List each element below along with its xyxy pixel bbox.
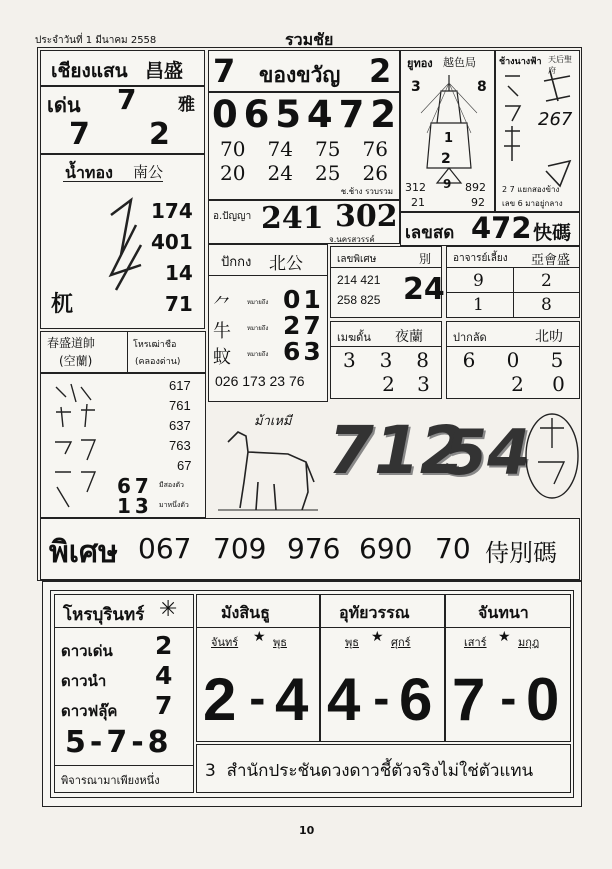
horaburin-box [54,594,194,793]
chunsheng-sub-cn: (空蘭) [59,354,93,368]
khongkhwan-header [208,50,400,92]
column-num: 4 [275,666,309,733]
digit: 6 [243,93,270,136]
khongkhwan-title: ของขวัญ [259,63,341,87]
yothong-r2c1: 21 [411,196,425,209]
digit: 5 [275,93,302,136]
changnangfa-line-1: 2 7 แยกสองข้าง [502,185,560,194]
chunsheng-bottom-value: 13 [117,494,153,518]
sun-icon: ✳ [159,597,178,622]
pakong-row-label: หมายถึง [247,299,269,306]
dash-icon: - [373,677,390,723]
column-divider [321,627,444,628]
phiset-box [40,518,580,580]
yothong-bottom: 9 [443,177,452,191]
chunsheng-num: 617 [169,378,191,393]
yothong-r1c1: 312 [405,181,426,194]
namthong-cn-char: 杌 [51,291,74,317]
cell: 6 [462,348,476,372]
yothong-box [400,50,495,212]
xiangsaen-cn: 昌盛 [145,60,184,82]
handwritten-bubble-icon [524,408,580,508]
chunsheng-box [40,373,206,518]
horaburin-row-value: 7 [155,691,173,720]
phiset-num-5: 70 [435,532,471,565]
horaburin-note: พิจารณามาเพียงหนึ่ง [61,774,160,787]
cell: 5 [550,348,564,372]
star-icon: ★ [371,629,384,645]
cell: 0 [506,348,520,372]
digit: 2 [370,93,396,136]
khongkhwan-big-left: 7 [213,52,236,90]
footer-note-box [196,744,571,793]
mengdan-title: เมฆดั้น [337,331,371,344]
column-divider [446,627,570,628]
paklat-box [446,321,580,399]
ya-cn: 雅 [178,95,195,115]
horaburin-divider-2 [55,765,193,766]
acharn-cell: 8 [541,295,552,315]
xiangsaen-box [40,83,205,154]
special-divider [331,267,441,268]
pakong-glyph-2-icon: 牛 [213,321,231,342]
publisher-logo: รวมชัย [285,30,334,49]
column-num: 7 [452,666,486,733]
chunsheng-num: 67 [177,458,192,473]
yothong-r1c2: 892 [465,181,486,194]
paklat-row-2 [497,372,579,396]
art-big-number-2: 54 [444,416,531,489]
dash-icon: - [500,677,517,723]
chunsheng-sub-th: (คลองด่าน) [135,357,181,367]
pair-right: 2 [149,117,170,152]
den-value: 7 [117,83,137,116]
special-box [330,246,445,318]
column-num: 4 [327,666,361,733]
column-mangsinthu [196,594,320,742]
column-chanthana [445,594,571,742]
xiangsaen-title-box [40,50,205,86]
cell: 0 [552,372,565,396]
yothong-cn: 越色局 [443,56,476,69]
horaburin-result: 5-7-8 [65,725,173,760]
horaburin-row-label: ดาวเด่น [61,642,113,660]
cell: 75 [315,137,341,161]
pakong-row-label: หมายถึง [247,351,269,358]
cell: 8 [416,348,429,372]
acharn-cn: 亞會盛 [531,253,571,268]
changnangfa-num: 267 [538,109,573,130]
acharn-cell: 9 [473,271,484,291]
pakong-cn: 北公 [269,254,303,274]
digit: 7 [338,93,365,136]
lektod-box [400,212,580,246]
cell: 3 [342,348,356,372]
namthong-divider [63,181,163,182]
acharn-title: อาจารย์เลี้ยง [453,253,508,264]
horaburin-row-value: 2 [155,631,173,660]
footer-note: 3 สำนักประชันดวงดาวชี้ตัวจริงไม่ใช่ตัวแทน [205,761,534,781]
star-icon: ★ [253,629,266,645]
panya-box [208,200,400,244]
yothong-top-right: 8 [477,79,487,95]
handwritten-glyph-icon [540,71,576,191]
cell: 26 [362,161,388,185]
namthong-box [40,154,205,329]
panya-label: อ.ปัญญา [213,211,252,222]
handwritten-chinese-icon [500,71,540,166]
panya-value-2: 302 [335,199,398,234]
chunsheng-num: 761 [169,398,191,413]
column-divider [197,627,319,628]
pakong-row-label: หมายถึง [247,325,269,332]
mengdan-row-1 [331,348,441,372]
lektod-cn: 快碼 [533,222,572,244]
cell: 25 [315,161,341,185]
namthong-num-3: 14 [165,261,193,285]
art-big-number-1: 712 [328,412,466,489]
mengdan-row-2 [371,372,441,396]
cell: 3 [379,348,393,372]
pakong-row-value: 27 [283,311,324,340]
yothong-center: 2 [441,151,451,167]
chunsheng-vline [127,332,128,372]
mengdan-divider [331,346,441,347]
digit: 4 [306,93,333,136]
phiset-num-2: 709 [213,532,267,565]
pakong-glyph-1-icon: ⺈ [213,295,231,316]
special-cn: 別 [419,252,432,266]
special-big: 24 [403,272,445,307]
art-caption: ม้าเหมี [254,414,292,429]
khongkhwan-row-2 [209,161,399,185]
namthong-title: น้ำทอง [65,163,113,182]
chunsheng-bottom-value: 67 [117,474,153,498]
horaburin-row-label: ดาวนำ [61,672,107,690]
cell: 70 [220,137,246,161]
yothong-top-left: 3 [411,79,421,95]
yothong-r2c2: 92 [471,196,485,209]
pakong-row-value: 63 [283,337,324,366]
horaburin-row-label: ดาวฟลุ๊ค [61,702,118,720]
acharn-cell: 2 [541,271,552,291]
pakong-row-value: 01 [283,285,324,314]
acharn-cell: 1 [473,295,484,315]
chunsheng-th: โหรเฒ่าชือ [133,340,177,350]
lektod-label: เลขสด [405,223,455,243]
art-area [208,402,580,518]
column-day: จันทร์ [211,636,239,649]
phiset-num-1: 067 [138,532,192,565]
khongkhwan-big-right: 2 [369,52,392,90]
panya-value: 241 [261,201,324,236]
chunsheng-header [40,331,206,373]
chunsheng-num: 763 [169,438,191,453]
horaburin-row-value: 4 [155,661,173,690]
chunsheng-bottom-label: มีสองตัว [159,481,184,489]
column-day: เสาร์ [464,636,487,649]
pakong-title: ปักกง [221,255,252,270]
column-num: 2 [203,666,237,733]
column-day: ศุกร์ [391,636,411,649]
khongkhwan-credit: ช.ช้าง รวบรวม [340,187,393,196]
panya-credit: จ.นครสวรรค์ [329,235,375,244]
paklat-title: ปากลัด [453,331,487,344]
khongkhwan-box [208,92,400,200]
namthong-num-1: 174 [151,199,193,223]
column-uthaiwan [320,594,445,742]
handwritten-scribble-icon [101,195,151,305]
cell: 2 [382,372,395,396]
yothong-title: ยูทอง [407,57,433,70]
phiset-title: พิเศษ [49,535,118,570]
horse-icon [218,422,318,512]
special-num-2: 258 825 [337,293,381,307]
special-num-1: 214 421 [337,273,381,287]
digit: 0 [211,93,238,136]
changnangfa-box [495,50,580,212]
lektod-value: 472 [471,211,532,245]
den-label: เด่น [47,93,81,117]
horaburin-divider [55,627,193,628]
changnangfa-title: ช้างนางฟ้า [499,57,542,67]
mengdan-box [330,321,442,399]
horaburin-title: โหรบุรินทร์ [63,605,145,625]
pakong-box [208,244,328,402]
chunsheng-bottom-label: มาหนึ่งตัว [159,501,189,509]
cell: 74 [267,137,293,161]
star-icon: ★ [498,629,511,645]
cell: 3 [417,372,430,396]
khongkhwan-digits [209,93,399,136]
pakong-divider [209,275,327,276]
changnangfa-line-2: เลข 6 มาอยู่กลาง [502,199,563,208]
pakong-bottom: 026 173 23 76 [215,373,305,389]
column-title: จันทนา [478,603,529,622]
mengdan-cn: 夜蘭 [395,329,423,345]
namthong-cn: 南公 [133,163,164,181]
chunsheng-cn: 春盛道帥 [47,336,96,350]
namthong-num-4: 71 [165,292,193,316]
issue-date: ประจำวันที่ 1 มีนาคม 2558 [35,35,157,46]
paklat-divider [447,346,579,347]
cell: 24 [267,161,293,185]
column-title: อุทัยวรรณ [339,603,410,622]
xiangsaen-title: เชียงแสน [51,60,128,82]
yothong-left: 1 [444,131,454,146]
dash-icon: - [249,677,266,723]
changnangfa-cn: 天后聖府 [548,55,572,75]
paklat-cn: 北叻 [535,329,563,345]
column-day: มกุฎ [518,636,540,649]
chunsheng-num: 637 [169,418,191,433]
column-day: พุธ [345,636,359,649]
column-num: 6 [399,666,433,733]
phiset-cn: 侍別碼 [485,539,557,567]
acharn-box [446,246,580,318]
cell: 76 [362,137,388,161]
column-num: 0 [526,666,560,733]
cell: 20 [220,161,246,185]
paklat-row-1 [447,348,579,372]
column-title: มังสินธู [221,603,270,622]
column-day: พุธ [273,636,287,649]
handwritten-chinese-icon [51,382,111,512]
pair-left: 7 [69,117,90,152]
special-title: เลขพิเศษ [337,254,377,265]
cell: 2 [511,372,524,396]
khongkhwan-row-1 [209,137,399,161]
pakong-glyph-3-icon: 蚊 [213,347,231,368]
page-number: 10 [299,824,315,837]
phiset-num-4: 690 [359,532,413,565]
namthong-num-2: 401 [151,230,193,254]
acharn-hline [447,292,579,293]
phiset-num-3: 976 [287,532,341,565]
